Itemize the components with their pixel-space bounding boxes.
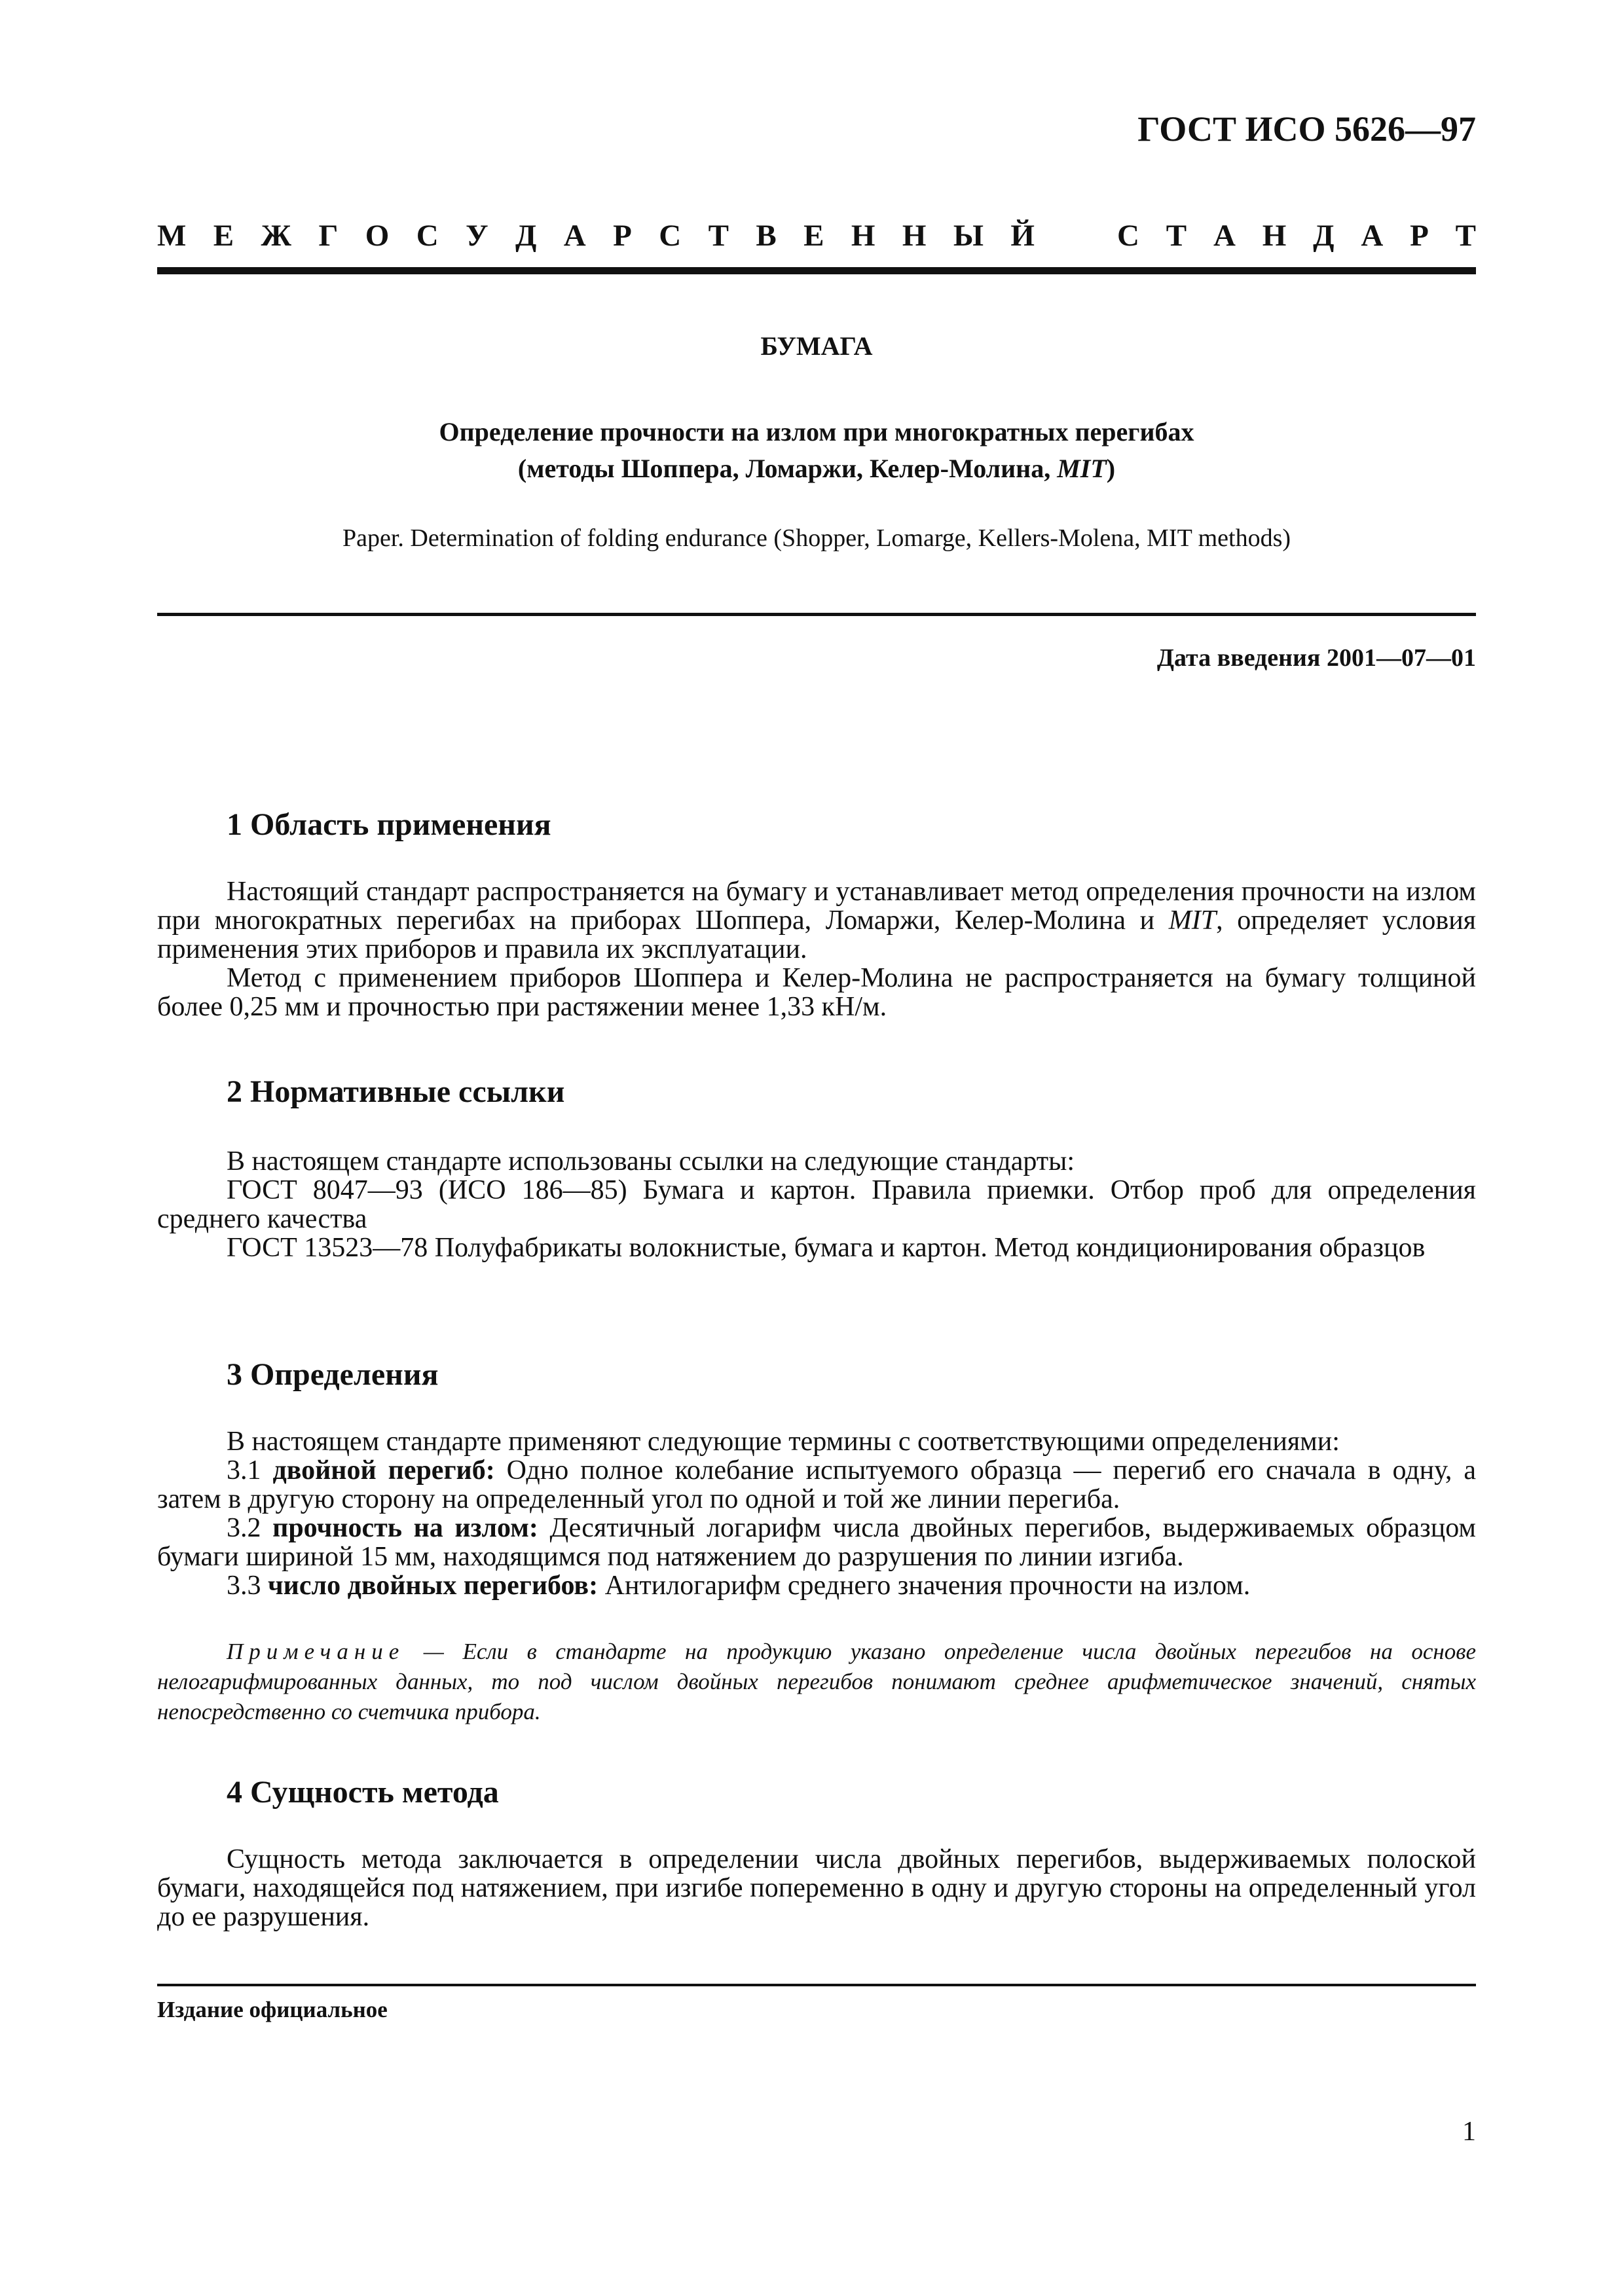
header-rule bbox=[157, 267, 1476, 274]
banner-letter: О bbox=[365, 219, 390, 253]
title-rule bbox=[157, 613, 1476, 616]
banner-left-word bbox=[157, 218, 1035, 253]
document-code: ГОСТ ИСО 5626—97 bbox=[1137, 109, 1476, 149]
section-4-heading: 4 Сущность метода bbox=[227, 1775, 499, 1810]
banner-letter: Ы bbox=[953, 219, 984, 253]
definition-3-2: 3.2 прочность на излом: Десятичный логарифм числа двойных перегибов, выдерживаемых образцом бумаги шириной 15 мм, находящимся под натяжением до разрушения по линии изгиба. bbox=[157, 1513, 1477, 1572]
note-label: Примечание bbox=[227, 1639, 405, 1664]
banner-letter: Н bbox=[851, 219, 876, 253]
banner-letter: Е bbox=[213, 219, 234, 253]
banner-letter: Г bbox=[318, 219, 339, 253]
section-2-heading: 2 Нормативные ссылки bbox=[227, 1074, 565, 1109]
banner-letter: Т bbox=[708, 219, 729, 253]
banner-letter: В bbox=[756, 219, 777, 253]
edition-note: Издание официальное bbox=[157, 1997, 388, 2022]
banner-letter: Й bbox=[1010, 219, 1035, 253]
section-3-body bbox=[157, 1427, 1476, 1600]
section-1-paragraph-2: Метод с применением приборов Шоппера и Келер-Молина не распространяется на бумагу толщиной более 0,25 мм и прочностью при растяжении менее 1,33 кН/м. bbox=[157, 963, 1476, 1022]
section-2-reference-1: ГОСТ 8047—93 (ИСО 186—85) Бумага и картон. Правила приемки. Отбор проб для определения среднего качества bbox=[157, 1175, 1476, 1234]
section-3-paragraph-1: В настоящем стандарте применяют следующие термины с соответствующими определениями: bbox=[227, 1427, 1340, 1457]
banner-letter: Н bbox=[902, 219, 927, 253]
banner-letter: Т bbox=[1166, 219, 1187, 253]
definition-3-3: 3.3 число двойных перегибов: Антилогарифм среднего значения прочности на излом. bbox=[227, 1571, 1251, 1601]
subtitle-line-2: (методы Шоппера, Ломаржи, Келер-Молина, MIT) bbox=[517, 454, 1116, 483]
section-1-body bbox=[157, 877, 1476, 1021]
banner-letter: Р bbox=[613, 219, 632, 253]
banner-letter: Ж bbox=[261, 219, 292, 253]
section-4-body bbox=[157, 1845, 1476, 1931]
definition-3-1: 3.1 двойной перегиб: Одно полное колебание испытуемого образца — перегиб его сначала в одну, а затем в другую сторону на определенный угол по одной и той же линии перегиба. bbox=[157, 1455, 1477, 1514]
subtitle-line-1: Определение прочности на излом при многократных перегибах bbox=[439, 417, 1194, 446]
section-3-note bbox=[157, 1637, 1476, 1727]
section-2-body bbox=[157, 1147, 1476, 1262]
note-text: — Если в стандарте на продукцию указано определение числа двойных перегибов на основе нелогарифмированных данных, то под числом двойных перегибов понимают среднее арифметическое значений, снятых непосредственно со счетчика прибора. bbox=[157, 1639, 1476, 1724]
page-number: 1 bbox=[1462, 2117, 1476, 2147]
section-2-paragraph-1: В настоящем стандарте использованы ссылки на следующие стандарты: bbox=[227, 1146, 1075, 1176]
banner-letter: А bbox=[1213, 219, 1236, 253]
section-4-paragraph-1: Сущность метода заключается в определении числа двойных перегибов, выдерживаемых полоской бумаги, находящейся под натяжением, при изгибе попеременно в одну и другую стороны на определенный угол до ее разрушения. bbox=[157, 1844, 1476, 1932]
banner-letter: Е bbox=[803, 219, 824, 253]
document-subtitle bbox=[157, 414, 1476, 487]
section-2-reference-2: ГОСТ 13523—78 Полуфабрикаты волокнистые, бумага и картон. Метод кондиционирования образцов bbox=[227, 1233, 1426, 1263]
banner-letter: С bbox=[659, 219, 682, 253]
banner-letter: С bbox=[416, 219, 439, 253]
banner-letter: Р bbox=[1410, 219, 1429, 253]
banner-letter: А bbox=[1361, 219, 1384, 253]
footer-rule bbox=[157, 1984, 1476, 1986]
standard-banner bbox=[157, 218, 1476, 253]
banner-letter: Д bbox=[1313, 219, 1335, 253]
document-title: БУМАГА bbox=[760, 331, 873, 361]
section-3-heading: 3 Определения bbox=[227, 1357, 439, 1392]
banner-letter: С bbox=[1117, 219, 1139, 253]
banner-letter: М bbox=[157, 219, 187, 253]
banner-letter: Т bbox=[1455, 219, 1476, 253]
introduction-date: Дата введения 2001—07—01 bbox=[1156, 644, 1476, 672]
section-1-paragraph-1: Настоящий стандарт распространяется на бумагу и устанавливает метод определения прочности на излом при многократных перегибах на приборах Шоппера, Ломаржи, Келер-Молина и MIT, определяет условия применения этих приборов и правила их эксплуатации. bbox=[157, 877, 1476, 964]
section-1-heading: 1 Область применения bbox=[227, 807, 551, 842]
banner-letter: Н bbox=[1262, 219, 1287, 253]
english-title: Paper. Determination of folding endurance (Shopper, Lomarge, Kellers-Molena, MIT methods) bbox=[342, 524, 1291, 552]
banner-letter: А bbox=[563, 219, 586, 253]
banner-right-word bbox=[1117, 218, 1476, 253]
banner-letter: Д bbox=[515, 219, 537, 253]
banner-letter: У bbox=[466, 219, 488, 253]
